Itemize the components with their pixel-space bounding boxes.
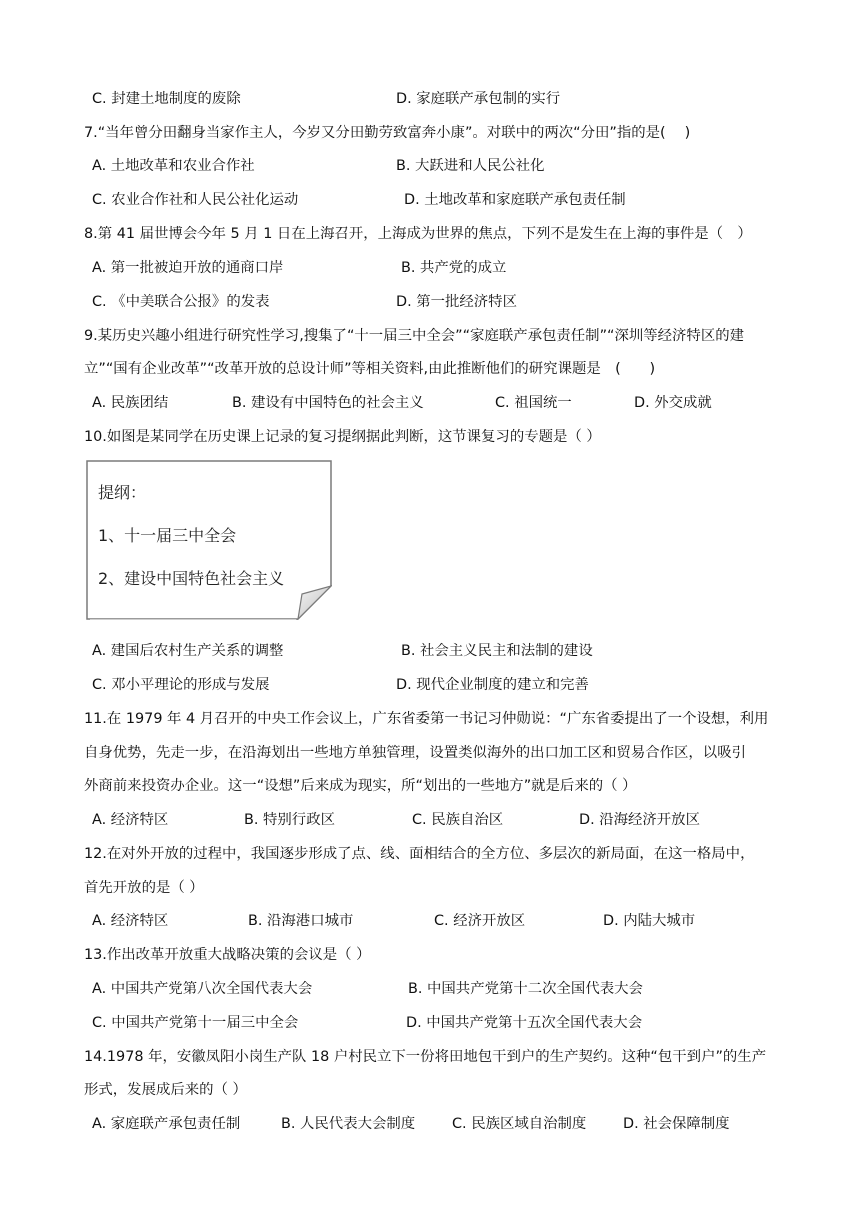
outline-note-image <box>86 460 332 620</box>
q14-option-a: A. 家庭联产承包责任制 <box>92 1116 241 1132</box>
q13-option-d: D. 中国共产党第十五次全国代表大会 <box>406 1015 643 1031</box>
q12-option-d: D. 内陆大城市 <box>603 913 696 929</box>
q9-option-d: D. 外交成就 <box>634 395 712 411</box>
q8-option-b: B. 共产党的成立 <box>401 260 507 276</box>
q13-stem: 13.作出改革开放重大战略决策的会议是（ ） <box>84 947 371 963</box>
q11-option-d: D. 沿海经济开放区 <box>579 812 700 828</box>
q13-option-a: A. 中国共产党第八次全国代表大会 <box>92 981 313 997</box>
q11-stem-line1: 11.在 1979 年 4 月召开的中央工作会议上，广东省委第一书记习仲勋说：“广东省委提出了一个设想，利用 <box>84 711 769 727</box>
q9-option-c: C. 祖国统一 <box>495 395 572 411</box>
q6-option-d: D. 家庭联产承包制的实行 <box>396 91 561 107</box>
q10-option-a: A. 建国后农村生产关系的调整 <box>92 643 284 659</box>
q10-stem: 10.如图是某同学在历史课上记录的复习提纲据此判断，这节课复习的专题是（ ） <box>84 429 601 445</box>
q7-option-a: A. 土地改革和农业合作社 <box>92 158 255 174</box>
q8-option-d: D. 第一批经济特区 <box>396 294 517 310</box>
q14-option-c: C. 民族区域自治制度 <box>452 1116 587 1132</box>
q13-option-c: C. 中国共产党第十一届三中全会 <box>92 1015 299 1031</box>
q11-stem-line2: 自身优势，先走一步，在沿海划出一些地方单独管理，设置类似海外的出口加工区和贸易合作区，以吸引 <box>84 745 746 761</box>
q13-option-b: B. 中国共产党第十二次全国代表大会 <box>408 981 643 997</box>
q14-stem-line1: 14.1978 年，安徽凤阳小岗生产队 18 户村民立下一份将田地包干到户的生产契约。这种“包干到户”的生产 <box>84 1049 767 1065</box>
q12-stem-line2: 首先开放的是（ ） <box>84 880 204 896</box>
q8-option-a: A. 第一批被迫开放的通商口岸 <box>92 260 284 276</box>
note-item-1: 1、十一届三中全会 <box>98 526 237 545</box>
q8-stem: 8.第 41 届世博会今年 5 月 1 日在上海召开，上海成为世界的焦点，下列不是发生在上海的事件是（ ） <box>84 226 752 242</box>
q9-stem-line2: 立”“国有企业改革”“改革开放的总设计师”等相关资料,由此推断他们的研究课题是 ( ) <box>84 361 656 377</box>
q9-option-a: A. 民族团结 <box>92 395 169 411</box>
note-item-2: 2、建设中国特色社会主义 <box>98 569 285 588</box>
note-title: 提纲： <box>98 483 147 502</box>
q7-option-c: C. 农业合作社和人民公社化运动 <box>92 192 299 208</box>
q12-stem-line1: 12.在对外开放的过程中，我国逐步形成了点、线、面相结合的全方位、多层次的新局面，在这一格局中， <box>84 846 755 862</box>
q14-option-b: B. 人民代表大会制度 <box>281 1116 416 1132</box>
q10-option-c: C. 邓小平理论的形成与发展 <box>92 677 270 693</box>
q9-stem-line1: 9.某历史兴趣小组进行研究性学习,搜集了“十一届三中全会”“家庭联产承包责任制”“深圳等经济特区的建 <box>84 328 744 344</box>
q7-stem: 7.“当年曾分田翻身当家作主人，今岁又分田勤劳致富奔小康”。对联中的两次“分田”指的是( ) <box>84 125 691 141</box>
q14-stem-line2: 形式，发展成后来的（ ） <box>84 1082 247 1098</box>
q8-option-c: C. 《中美联合公报》的发表 <box>92 294 270 310</box>
q12-option-a: A. 经济特区 <box>92 913 169 929</box>
q11-stem-line3: 外商前来投资办企业。这一“设想”后来成为现实，所“划出的一些地方”就是后来的（ ） <box>84 778 637 794</box>
q14-option-d: D. 社会保障制度 <box>623 1116 730 1132</box>
q9-option-b: B. 建设有中国特色的社会主义 <box>232 395 424 411</box>
q6-option-c: C. 封建土地制度的废除 <box>92 91 241 107</box>
q7-option-b: B. 大跃进和人民公社化 <box>396 158 545 174</box>
q7-option-d: D. 土地改革和家庭联产承包责任制 <box>404 192 626 208</box>
q11-option-b: B. 特别行政区 <box>244 812 335 828</box>
q10-option-b: B. 社会主义民主和法制的建设 <box>401 643 593 659</box>
q12-option-b: B. 沿海港口城市 <box>248 913 354 929</box>
q10-option-d: D. 现代企业制度的建立和完善 <box>396 677 589 693</box>
q11-option-c: C. 民族自治区 <box>412 812 504 828</box>
q11-option-a: A. 经济特区 <box>92 812 169 828</box>
q12-option-c: C. 经济开放区 <box>434 913 526 929</box>
